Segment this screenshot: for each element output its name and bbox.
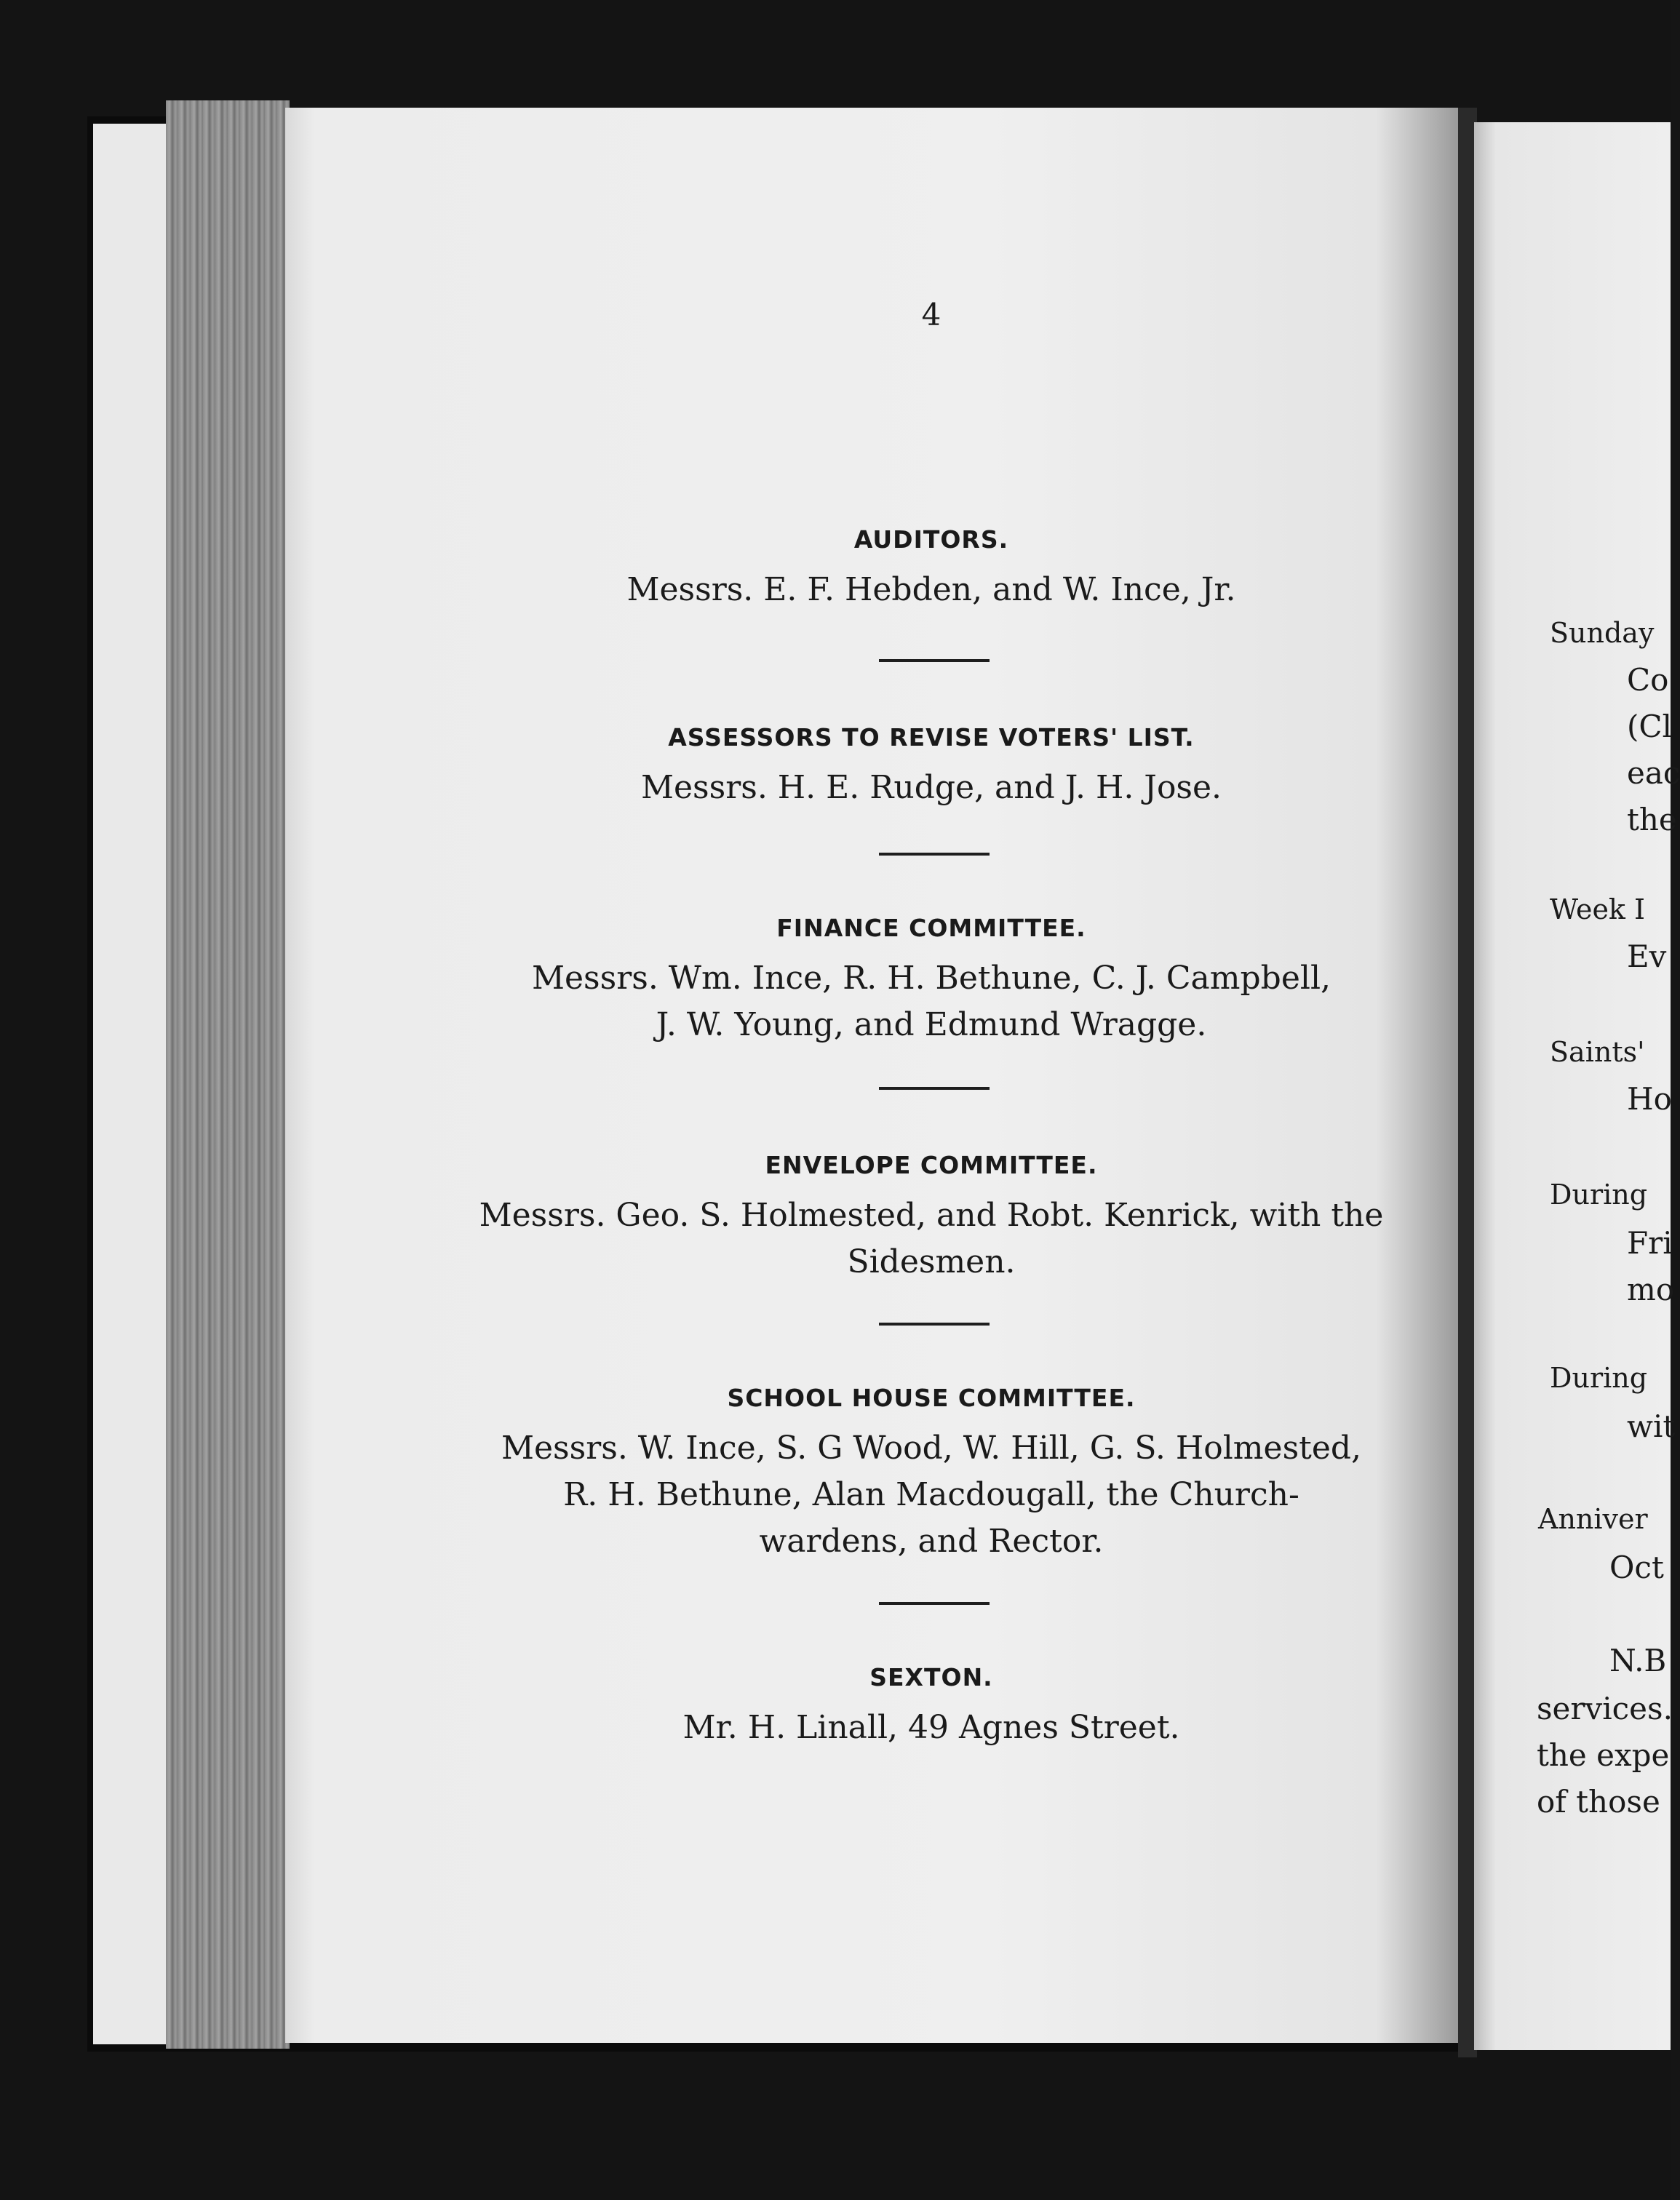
section-heading: ASSESSORS TO REVISE VOTERS' LIST. [668,723,1195,752]
right-page-fragment: Week I [1550,893,1646,925]
section-line: Messrs. W. Ince, S. G Wood, W. Hill, G. S. Holmested, [501,1430,1362,1467]
right-page-fragment: N.B [1609,1643,1667,1678]
section-divider [879,853,990,856]
right-page-fragment: services. [1537,1691,1673,1726]
section-assessors [437,723,1426,811]
section-heading: SEXTON. [869,1663,993,1691]
right-page-fragment: mo [1627,1272,1675,1307]
section-school-house-committee [437,1384,1426,1565]
section-line: R. H. Bethune, Alan Macdougall, the Church- [563,1476,1299,1513]
section-envelope-committee [437,1151,1426,1286]
right-page-fragment: the [1627,802,1677,837]
section-heading: AUDITORS. [853,525,1009,554]
section-heading: FINANCE COMMITTEE. [776,914,1086,942]
right-page-fragment: Saints' [1550,1036,1645,1068]
section-line: Messrs. Wm. Ince, R. H. Bethune, C. J. Campbell, [531,960,1331,997]
section-divider [879,1602,990,1605]
right-page-fragment: Co [1627,662,1669,698]
section-finance-committee [437,914,1426,1048]
section-line: Mr. H. Linall, 49 Agnes Street. [682,1709,1180,1746]
section-divider [879,1087,990,1090]
section-line: Messrs. H. E. Rudge, and J. H. Jose. [640,769,1222,806]
page-stack-edge [166,100,290,2049]
section-divider [879,659,990,662]
section-line: J. W. Young, and Edmund Wragge. [656,1006,1207,1043]
right-page-fragment: Fri [1627,1225,1673,1261]
right-page-fragment: of those [1537,1784,1660,1820]
section-heading: ENVELOPE COMMITTEE. [765,1151,1098,1179]
right-page [1474,122,1680,2050]
right-page-fragment: Ho [1627,1081,1672,1117]
section-line: Messrs. E. F. Hebden, and W. Ince, Jr. [626,571,1236,608]
section-sexton [437,1663,1426,1751]
right-page-fragment: the expe [1537,1737,1670,1773]
right-page-fragment: During [1550,1362,1648,1394]
right-page-fragment: Ev [1627,938,1667,974]
right-page-fragment: Anniver [1538,1503,1648,1535]
page-number: 4 [921,297,941,332]
right-page-fragment: Sunday [1550,617,1655,649]
section-line: Sidesmen. [847,1243,1016,1280]
right-page-fragment: wit [1627,1408,1676,1444]
right-page-fragment: eac [1627,755,1680,791]
right-page-fragment: During [1550,1179,1648,1211]
section-heading: SCHOOL HOUSE COMMITTEE. [727,1384,1136,1412]
left-page [285,108,1458,2043]
section-divider [879,1323,990,1326]
section-auditors [437,525,1426,613]
right-page-fragment: (Cl [1627,709,1672,744]
section-line: Messrs. Geo. S. Holmested, and Robt. Kenrick, with the [479,1197,1384,1234]
right-page-fragment: Oct [1609,1550,1664,1585]
section-line: wardens, and Rector. [759,1523,1104,1560]
